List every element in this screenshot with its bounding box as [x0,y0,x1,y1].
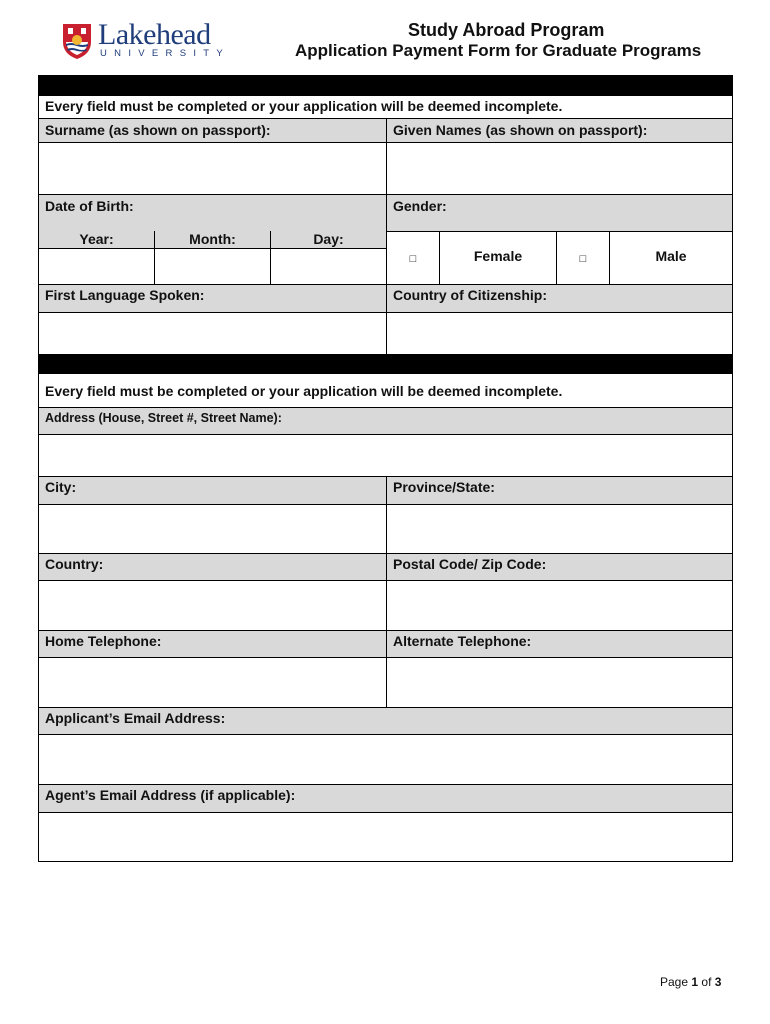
male-checkbox[interactable]: □ [557,231,610,285]
postal-label: Postal Code/ Zip Code: [387,554,732,581]
shield-icon [60,22,94,60]
province-field[interactable] [387,505,732,554]
postal-field[interactable] [387,581,732,631]
month-field[interactable] [155,249,271,285]
dob-label-row [39,195,732,231]
surname-label: Surname (as shown on passport): [39,119,387,143]
country-label: Country: [39,554,387,581]
province-label: Province/State: [387,477,732,505]
dob-label: Date of Birth: [39,195,387,232]
section-note: Every field must be completed or your application will be deemed incomplete. [39,374,732,408]
email-label-row [39,708,732,735]
female-option-label: Female [440,231,557,285]
day-field[interactable] [271,249,387,285]
address-label: Address (House, Street #, Street Name): [39,408,732,435]
surname-field[interactable] [39,143,387,195]
agent-email-input-row [39,813,732,861]
gender-options-row [387,231,732,285]
citizenship-field[interactable] [387,313,732,354]
address-input-row [39,435,732,477]
page-of: of [701,975,712,989]
name-label-row [39,119,732,143]
first-language-label: First Language Spoken: [39,285,387,313]
year-field[interactable] [39,249,155,285]
page-number [660,975,721,989]
section-header-bar [39,76,732,96]
application-form [38,75,733,862]
country-label-row [39,554,732,581]
day-label: Day: [271,231,387,249]
email-label: Applicant’s Email Address: [39,708,732,735]
home-phone-field[interactable] [39,658,387,708]
first-language-field[interactable] [39,313,387,354]
agent-email-field[interactable] [39,813,732,861]
citizenship-label: Country of Citizenship: [387,285,732,313]
page-total: 3 [714,975,722,989]
email-field[interactable] [39,735,732,785]
city-label: City: [39,477,387,505]
name-input-row [39,143,732,195]
language-input-row [39,313,732,354]
section-header-bar [39,354,732,374]
city-input-row [39,505,732,554]
month-label: Month: [155,231,271,249]
address-label-row [39,408,732,435]
page-current: 1 [691,975,699,989]
alt-phone-label: Alternate Telephone: [387,631,732,658]
given-names-label: Given Names (as shown on passport): [387,119,732,143]
phone-label-row [39,631,732,658]
university-logo [60,18,231,62]
section-note: Every field must be completed or your application will be deemed incomplete. [39,96,732,119]
agent-email-label: Agent’s Email Address (if applicable): [39,785,732,813]
alt-phone-field[interactable] [387,658,732,708]
page-prefix: Page [660,975,689,989]
city-field[interactable] [39,505,387,554]
country-field[interactable] [39,581,387,631]
page-title: Study Abroad Program [408,20,605,40]
gender-label: Gender: [387,195,732,232]
year-label: Year: [39,231,155,249]
city-label-row [39,477,732,505]
female-checkbox[interactable]: □ [387,231,440,285]
home-phone-label: Home Telephone: [39,631,387,658]
email-input-row [39,735,732,785]
address-field[interactable] [39,435,732,477]
given-names-field[interactable] [387,143,732,195]
country-input-row [39,581,732,631]
male-option-label: Male [610,231,732,285]
page-subtitle: Application Payment Form for Graduate Programs [295,41,702,60]
phone-input-row [39,658,732,708]
language-label-row [39,285,732,313]
logo-subtext: UNIVERSITY [100,48,231,59]
agent-email-label-row [39,785,732,813]
logo-wordmark: Lakehead [98,18,211,51]
